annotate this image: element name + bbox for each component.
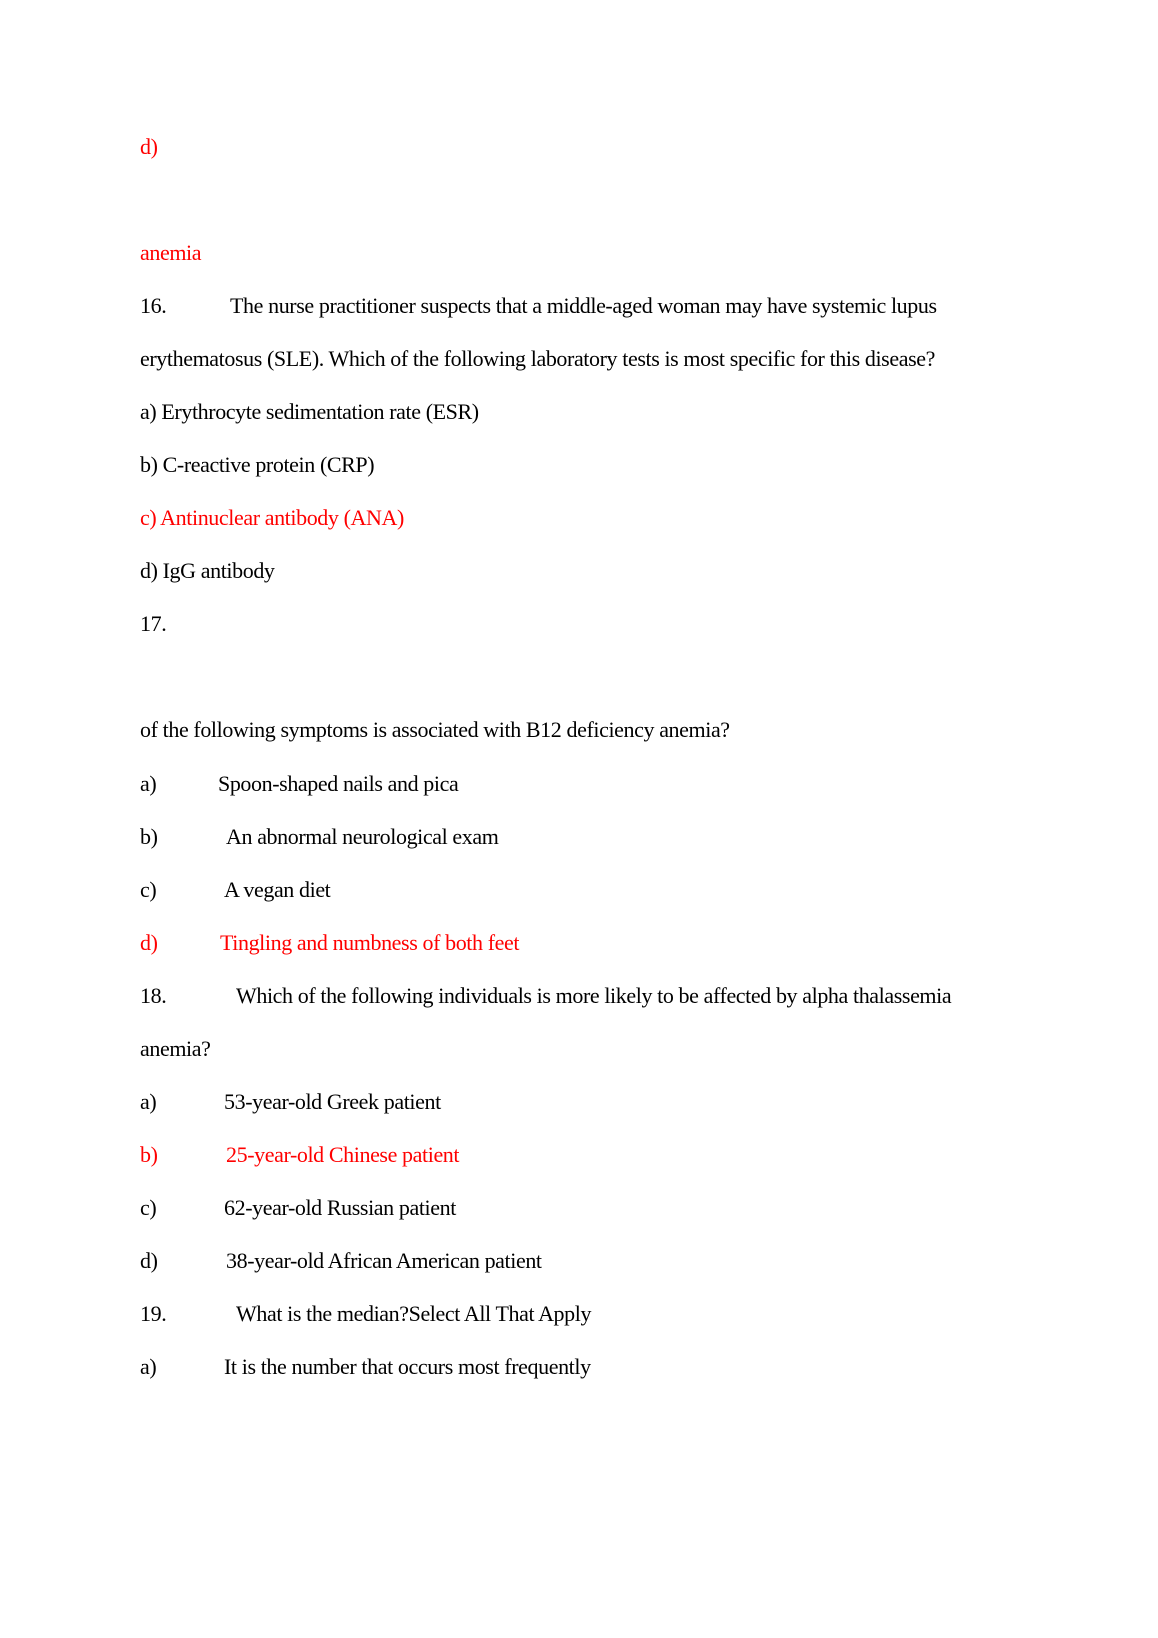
q17-option-d-label: d): [140, 930, 158, 955]
q17-number: 17.: [140, 611, 167, 636]
q18-option-a: [140, 1089, 441, 1115]
q19-text: What is the median?Select All That Apply: [236, 1301, 592, 1326]
q17-option-a-label: a): [140, 771, 157, 796]
q18-option-d: [140, 1248, 542, 1274]
q18-line1: [140, 983, 951, 1009]
q17-option-a: [140, 771, 458, 797]
q19-option-a: [140, 1354, 591, 1380]
q18-option-c: [140, 1195, 456, 1221]
q17-option-c-label: c): [140, 877, 157, 902]
q18-option-a-text: 53-year-old Greek patient: [224, 1089, 441, 1114]
q17-option-b: [140, 824, 498, 850]
q17-option-a-text: Spoon-shaped nails and pica: [218, 771, 459, 796]
q17-option-d-answer: [140, 930, 519, 956]
q18-number: 18.: [140, 983, 167, 1008]
prev-answer-text: anemia: [140, 240, 202, 265]
q19-option-a-label: a): [140, 1354, 157, 1379]
prev-answer-label: d): [140, 134, 158, 159]
q17-option-c-text: A vegan diet: [224, 877, 331, 902]
q17-option-c: [140, 877, 330, 903]
q17-option-d-text: Tingling and numbness of both feet: [220, 930, 520, 955]
q19-option-a-text: It is the number that occurs most frequently: [224, 1354, 591, 1379]
q17-option-b-label: b): [140, 824, 158, 849]
q18-option-b-text: 25-year-old Chinese patient: [226, 1142, 460, 1167]
q19-line1: [140, 1301, 591, 1327]
q17-option-b-text: An abnormal neurological exam: [226, 824, 499, 849]
q18-text-line2: anemia?: [140, 1036, 211, 1061]
q18-option-c-label: c): [140, 1195, 157, 1220]
q18-text-line1: Which of the following individuals is more likely to be affected by alpha thalassemia: [236, 983, 952, 1008]
q16-line1: [140, 293, 937, 319]
q16-option-d: d) IgG antibody: [140, 558, 275, 583]
q19-number: 19.: [140, 1301, 167, 1326]
q18-option-a-label: a): [140, 1089, 157, 1114]
q18-option-b-label: b): [140, 1142, 158, 1167]
q18-option-c-text: 62-year-old Russian patient: [224, 1195, 456, 1220]
q16-option-a: a) Erythrocyte sedimentation rate (ESR): [140, 399, 479, 424]
q16-option-b: b) C-reactive protein (CRP): [140, 452, 375, 477]
q16-option-c-answer: c) Antinuclear antibody (ANA): [140, 505, 404, 530]
q16-number: 16.: [140, 293, 167, 318]
q18-option-b-answer: [140, 1142, 459, 1168]
q18-option-d-text: 38-year-old African American patient: [226, 1248, 542, 1273]
q17-text-line2: of the following symptoms is associated with B12 deficiency anemia?: [140, 717, 730, 742]
q16-text-line1: The nurse practitioner suspects that a middle-aged woman may have systemic lupus: [230, 293, 937, 318]
q16-text-line2: erythematosus (SLE). Which of the following laboratory tests is most specific for this disease?: [140, 346, 935, 371]
q18-option-d-label: d): [140, 1248, 158, 1273]
